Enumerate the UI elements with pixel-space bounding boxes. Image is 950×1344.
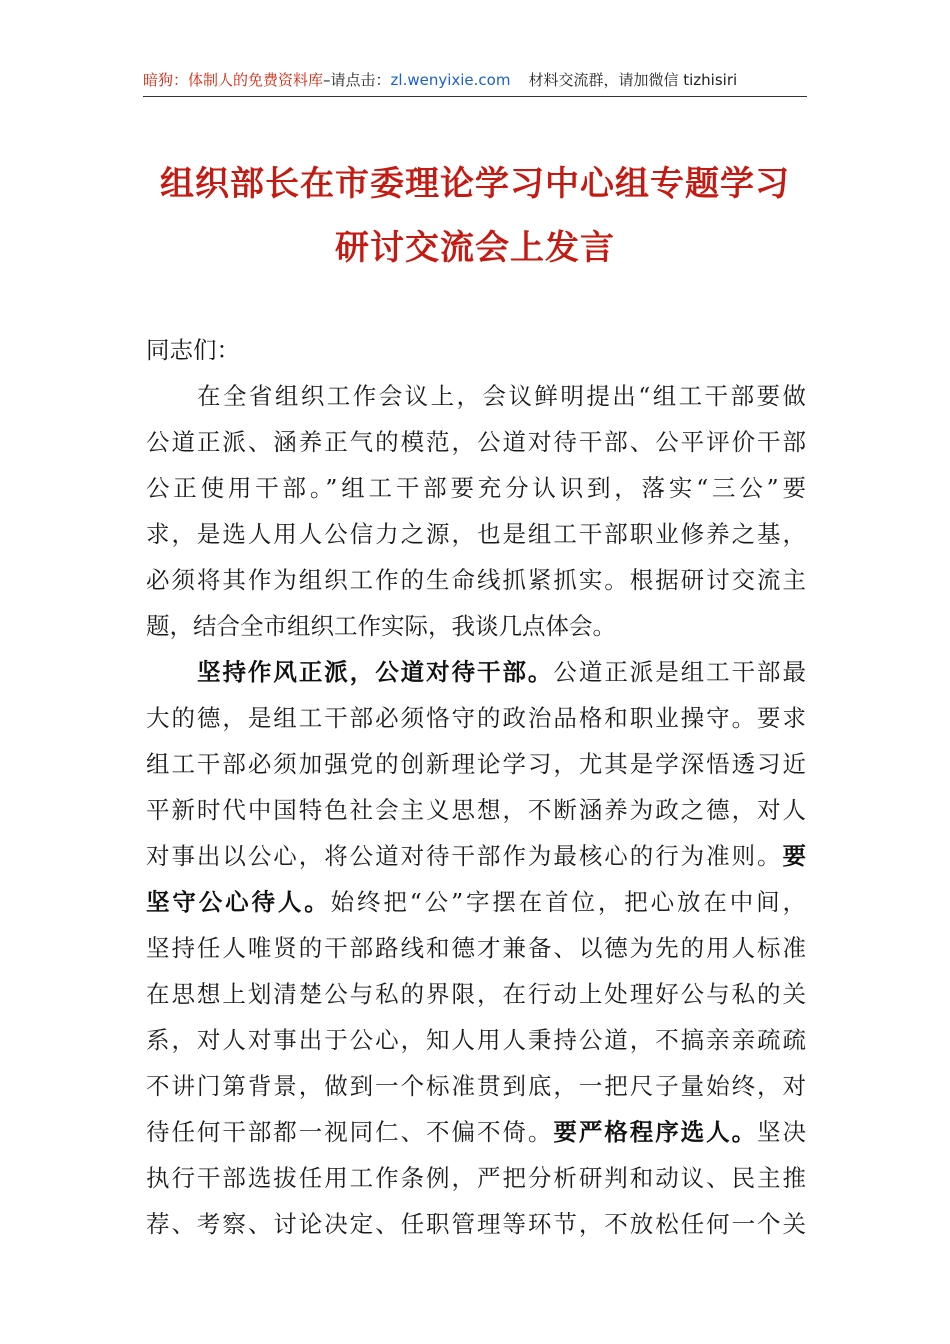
paragraph-text: 待任何干部都一视同仁、不偏不倚。	[146, 1118, 554, 1146]
section-heading-1: 坚持作风正派，公道对待干部。	[197, 658, 554, 686]
header-site-name[interactable]: 暗狗：体制人的免费资料库	[143, 71, 324, 89]
paragraph-text: 坚决	[757, 1118, 806, 1146]
header-contact: 材料交流群，请加微信 tizhisiri	[528, 71, 738, 89]
paragraph-2-line: 坚持任人唯贤的干部路线和德才兼备、以德为先的用人标准	[146, 934, 806, 962]
paragraph-2-line: 在思想上划清楚公与私的界限，在行动上处理好公与私的关	[146, 980, 806, 1008]
paragraph-2-line: 荐、考察、讨论决定、任职管理等环节，不放松任何一个关	[146, 1210, 806, 1238]
paragraph-2-line: 执行干部选拔任用工作条例，严把分析研判和动议、民主推	[146, 1164, 806, 1192]
paragraph-2-line	[146, 649, 806, 695]
paragraph-2-line: 组工干部必须加强党的创新理论学习，尤其是学深悟透习近	[146, 750, 806, 778]
subheading-fragment: 要	[782, 842, 806, 870]
paragraph-text: 始终把“公”字摆在首位，把心放在中间，	[330, 888, 806, 916]
document-title	[120, 152, 830, 280]
paragraph-2-line: 系，对人对事出于公心，知人用人秉持公道，不搞亲亲疏疏	[146, 1026, 806, 1054]
header-url-link[interactable]: zl.wenyixie.com	[390, 71, 511, 89]
paragraph-2-line	[146, 1109, 806, 1155]
subheading-2: 要严格程序选人。	[553, 1118, 758, 1146]
paragraph-1-line: 题，结合全市组织工作实际，我谈几点体会。	[146, 612, 616, 640]
title-line-1: 组织部长在市委理论学习中心组专题学习	[160, 164, 790, 204]
paragraph-2-line: 大的德，是组工干部必须恪守的政治品格和职业操守。要求	[146, 704, 806, 732]
paragraph-2-line: 不讲门第背景，做到一个标准贯到底，一把尺子量始终，对	[146, 1072, 806, 1100]
header-divider	[143, 96, 807, 97]
document-body	[146, 327, 806, 1247]
salutation: 同志们：	[146, 336, 240, 364]
paragraph-1-line: 求，是选人用人公信力之源，也是组工干部职业修养之基，	[146, 520, 806, 548]
title-line-2: 研讨交流会上发言	[335, 228, 615, 268]
header-click-prompt: –请点击：	[323, 71, 391, 89]
paragraph-1-line: 在全省组织工作会议上，会议鲜明提出“组工干部要做	[197, 382, 806, 410]
paragraph-2-line	[146, 833, 806, 879]
paragraph-1-line: 公道正派、涵养正气的模范，公道对待干部、公平评价干部	[146, 428, 806, 456]
paragraph-text: 公道正派是组工干部最	[553, 658, 806, 686]
paragraph-2-line	[146, 879, 806, 925]
page-header	[143, 66, 807, 96]
paragraph-2-line: 平新时代中国特色社会主义思想，不断涵养为政之德，对人	[146, 796, 806, 824]
paragraph-1-line: 必须将其作为组织工作的生命线抓紧抓实。根据研讨交流主	[146, 566, 806, 594]
paragraph-1-line: 公正使用干部。”组工干部要充分认识到，落实“三公”要	[146, 474, 806, 502]
subheading-1: 坚守公心待人。	[146, 888, 331, 916]
paragraph-text: 对事出以公心，将公道对待干部作为最核心的行为准则。	[146, 842, 783, 870]
